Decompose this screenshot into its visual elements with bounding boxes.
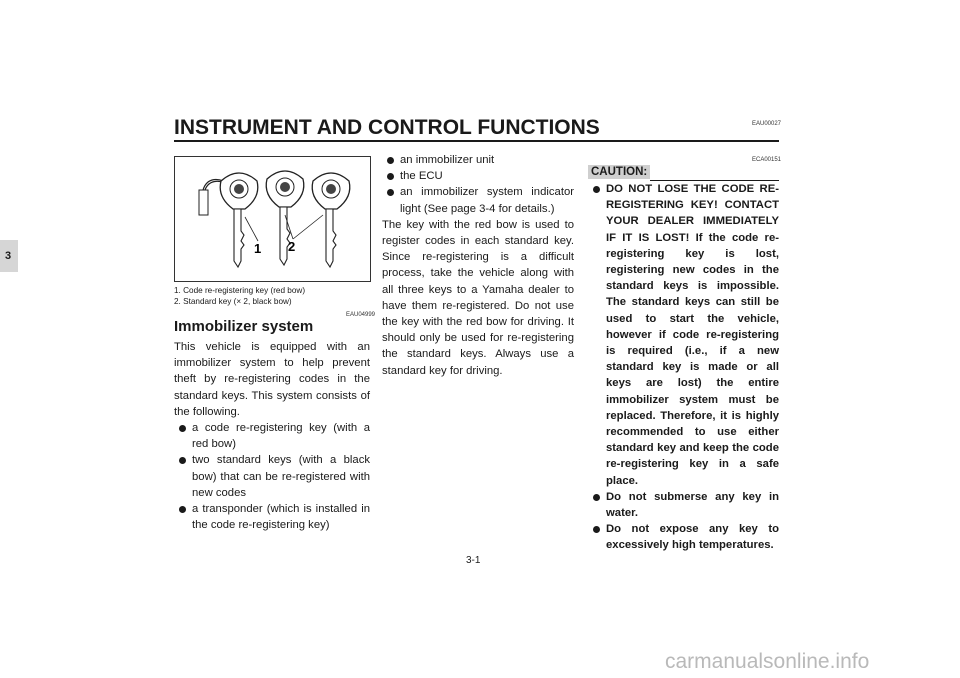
- intro-paragraph: This vehicle is equipped with an immobilizer system to help prevent theft by re-registering codes in the standard keys. This system consists of the following.: [174, 341, 370, 418]
- section-heading: Immobilizer system: [174, 318, 314, 335]
- title-divider: [174, 140, 779, 142]
- caution-code: ECA00151: [752, 157, 782, 163]
- caution-text: [588, 181, 779, 554]
- caution-list: [588, 181, 779, 554]
- callout-1: 1: [254, 241, 262, 256]
- section-code: EAU04999: [346, 312, 376, 318]
- list-item: Do not submerse any key in water.: [588, 489, 779, 521]
- code-key-icon: [220, 173, 258, 267]
- page-number: 3-1: [466, 555, 481, 566]
- components-list: [174, 420, 370, 533]
- key-illustration: [174, 156, 371, 282]
- header-code: EAU00027: [752, 121, 782, 127]
- key-usage-paragraph: The key with the red bow is used to register codes in each standard key. Since re-registering is a difficult process, take the vehicle along with all three keys to a Yamaha dealer to have them re-registered. Do not use the key with the red bow for driving. It should only be used for re-registering the standard keys. Always use a standard key for driving.: [382, 218, 574, 377]
- middle-column-text: [382, 152, 574, 379]
- left-column-text: [174, 339, 370, 533]
- standard-key-icon: [312, 173, 350, 267]
- watermark: carmanualsonline.info: [665, 650, 870, 673]
- caption-line-1: 1. Code re-registering key (red bow): [174, 286, 306, 295]
- list-item: two standard keys (with a black bow) that can be re-registered with new codes: [174, 452, 370, 501]
- figure-caption: [174, 285, 305, 307]
- callout-2: 2: [288, 239, 296, 254]
- list-item: an immobilizer system indicator light (See page 3-4 for details.): [382, 184, 574, 216]
- caption-line-2: 2. Standard key (× 2, black bow): [174, 297, 292, 306]
- list-item: a transponder (which is installed in the code re-registering key): [174, 501, 370, 533]
- key-tag-icon: [199, 190, 208, 215]
- caution-label: CAUTION:: [588, 165, 650, 179]
- list-item: an immobilizer unit: [382, 152, 574, 168]
- list-item: the ECU: [382, 168, 574, 184]
- list-item: a code re-registering key (with a red bow): [174, 420, 370, 452]
- standard-key-icon: [266, 171, 304, 265]
- keys-drawing: [175, 157, 370, 281]
- list-item: Do not expose any key to excessively high temperatures.: [588, 521, 779, 553]
- page-title: INSTRUMENT AND CONTROL FUNCTIONS: [174, 116, 600, 139]
- list-item: DO NOT LOSE THE CODE RE-REGISTERING KEY! CONTACT YOUR DEALER IMMEDIATELY IF IT IS LOST! If the code re-registering key is lost, registering new codes in the standard keys is impossible. The standard keys can still be used to start the vehicle, however if code re-registering is required (i.e., if a new standard key is made or all keys are lost) the entire immobilizer system must be replaced. Therefore, it is highly recommended to use either standard key and keep the code re-registering key in a safe place.: [588, 181, 779, 489]
- chapter-number: 3: [4, 250, 12, 262]
- components-list-continued: [382, 152, 574, 217]
